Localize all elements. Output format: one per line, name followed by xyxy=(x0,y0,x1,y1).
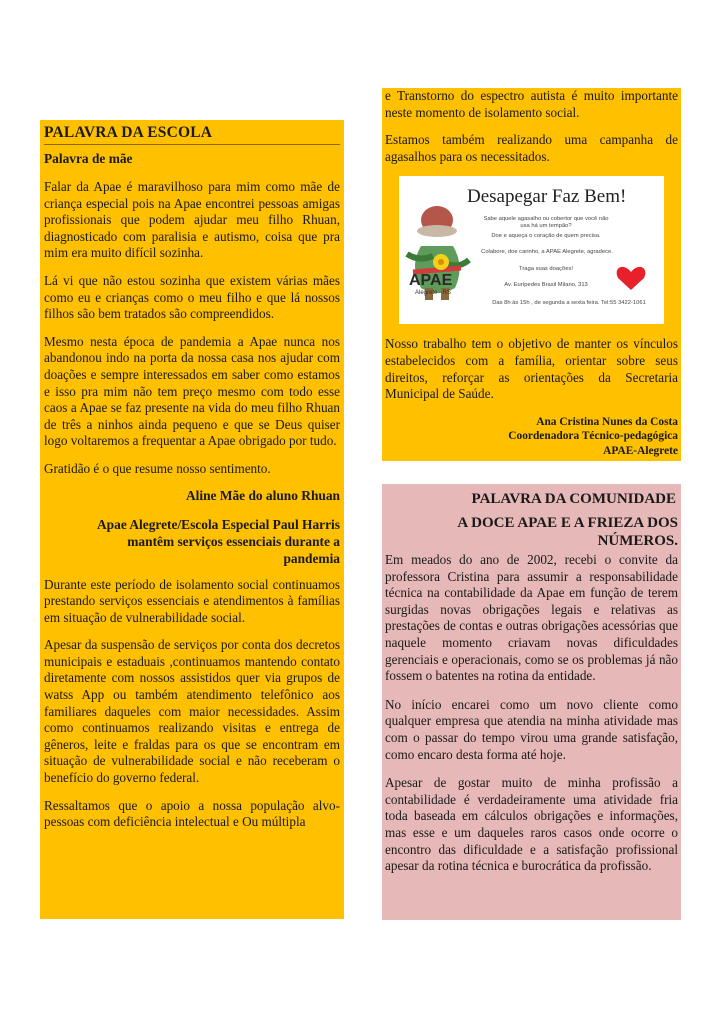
mother-signature: Aline Mãe do aluno Rhuan xyxy=(185,487,340,503)
community-column xyxy=(382,484,681,920)
school-column xyxy=(40,120,344,919)
paragraph: Em meados do ano de 2002, recebi o convite da professora Cristina para assumir a responsabilidade técnica na contabilidade da Apae em função de terem surgidas novas obrigações legais e relativas as prestações de contas e outras obrigações acessórias que naquele momento criavam novas dificuldades gerenciais e operacionais, como se os problemas já não fossem o batentes na rotina da entidade. xyxy=(385,552,678,684)
paragraph: Mesmo nesta época de pandemia a Apae nunca nos abandonou indo na porta da nossa casa nos ajudar com doações e sempre interessados em saber como estamos e isso pra mim não tem preço mesmo com todo esse caos a Apae se faz presente na vida do meu filho Rhuan de três a ninhos ainda pequeno e que se Deus quiser logo voltaremos a frequentar a Apae obrigado por tudo. xyxy=(44,333,340,449)
paragraph: Gratidão é o que resume nosso sentimento. xyxy=(44,460,271,476)
paragraph: Ressaltamos que o apoio a nossa população alvo- pessoas com deficiência intelectual e Ou múltipla xyxy=(44,797,340,830)
paragraph: Apesar da suspensão de serviços por conta dos decretos municipais e estaduais ,continuamos mantendo contato diretamente com nossos assistidos quer via grupos de watss App ou também atendimento telefônico aos familiares daqueles com maior necessidades. Assim como continuamos realizando visitas e entrega de gêneros, leite e fraldas para os que se encontram em situação de vulnerabilidade social e não receberam o benefício do governo federal. xyxy=(44,637,340,786)
paragraph: Estamos também realizando uma campanha de agasalhos para os necessitados. xyxy=(385,132,678,164)
apae-logo: APAE xyxy=(409,272,453,290)
signature-role: Coordenadora Técnico-pedagógica xyxy=(508,430,678,443)
subtitle-palavra-de-mae: Palavra de mãe xyxy=(44,151,133,166)
signature-name: Ana Cristina Nunes da Costa xyxy=(536,415,678,428)
coordinator-signature xyxy=(385,415,678,459)
flyer-title: Desapegar Faz Bem! xyxy=(467,186,627,208)
section-title-comunidade: PALAVRA DA COMUNIDADE xyxy=(471,491,676,507)
paragraph: Lá vi que não estou sozinha que existem várias mães como eu e crianças como o meu filho e que lá nossos filhos são bem tratados são compreendidos. xyxy=(44,272,340,322)
section-title-escola: PALAVRA DA ESCOLA xyxy=(44,124,340,145)
donation-flyer xyxy=(399,176,664,324)
continuation-column xyxy=(382,88,681,461)
heart-icon xyxy=(617,267,646,290)
flyer-line: Doe e aqueça o coração de quem precisa. xyxy=(491,233,601,240)
flyer-hours: Das 8h às 15h , de segunda a sexta feira. Tel:55 3422-1061 xyxy=(492,300,646,307)
paragraph: Apesar de gostar muito de minha profissão a contabilidade é verdadeiramente uma atividade fria toda baseada em cálculos obrigações e informações, mas esse e um daqueles raros casos onde ocorre o encontro das dificuldade e a satisfação profissional apesar da rotina técnica e burocrática da profissão. xyxy=(385,775,678,874)
article-subtitle: A DOCE APAE E A FRIEZA DOS NÚMEROS. xyxy=(457,515,678,549)
paragraph: Nosso trabalho tem o objetivo de manter os vínculos estabelecidos com a família, orientar sobre seus direitos, reforçar as orientações da Secretaria Municipal de Saúde. xyxy=(385,336,678,402)
article-headline: Apae Alegrete/Escola Especial Paul Harris mantêm serviços essenciais durante a pandemia xyxy=(97,516,340,566)
signature-org: APAE-Alegrete xyxy=(603,444,678,457)
paragraph: Durante este período de isolamento social continuamos prestando serviços essenciais e atendimentos à famílias em situação de vulnerabilidade social. xyxy=(44,576,340,625)
paragraph: Falar da Apae é maravilhoso para mim como mãe de criança especial pois na Apae encontrei pessoas amigas profissionais que podem ajudar meu filho Rhuan, diagnosticado com paralisia e autismo, coisa que pra mim era muito difícil sozinha. xyxy=(44,179,340,261)
flyer-line: Colabore, doe carinho, a APAE Alegrete, agradece. xyxy=(481,249,613,256)
flyer-line: Sabe aquele agasalho ou cobertor que você não usa há um tempão? xyxy=(483,216,609,230)
flyer-address: Av. Eurípedes Brasil Milano, 313 xyxy=(504,282,588,289)
paragraph: e Transtorno do espectro autista é muito importante neste momento de isolamento social. xyxy=(385,88,678,120)
paragraph: No início encarei como um novo cliente como qualquer empresa que atendia na minha atividade mas com o passar do tempo virou uma grande satisfação, como encaro desta forma até hoje. xyxy=(385,696,678,762)
apae-logo-sub: Alegrete - RS xyxy=(415,290,452,297)
flyer-line: Traga suas doações! xyxy=(519,266,573,273)
